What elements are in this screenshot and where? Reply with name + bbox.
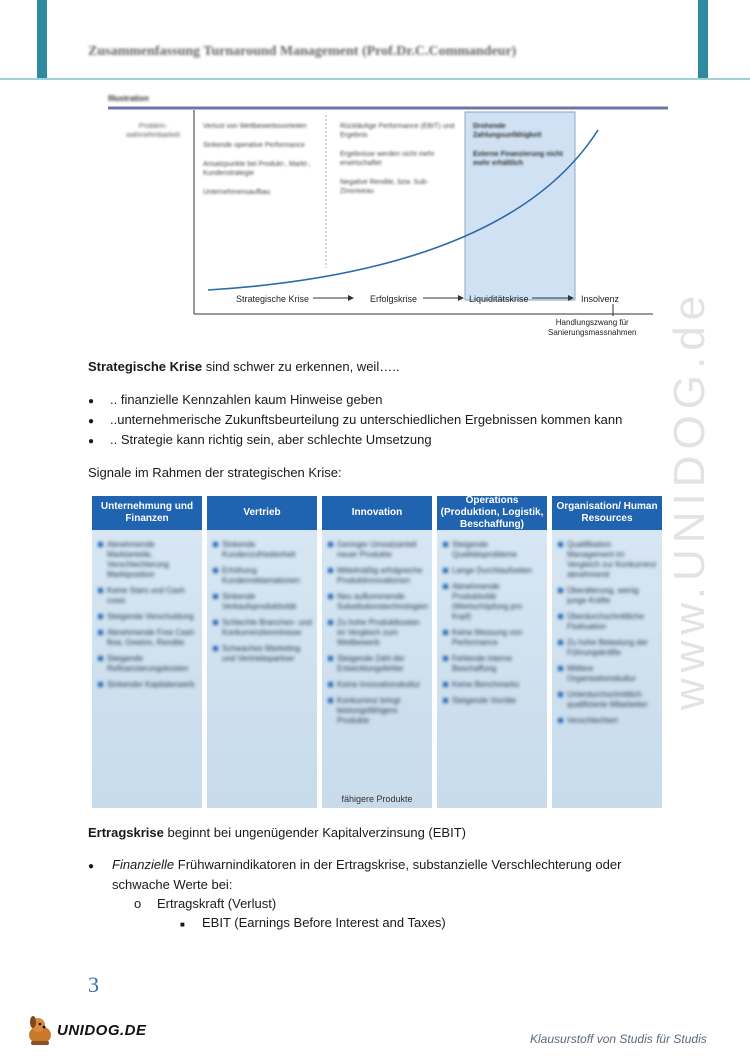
pressure-label-line2: Sanierungsmassnahmen: [548, 328, 637, 337]
column-item: Lange Durchlaufzeiten: [443, 566, 543, 576]
bullet-text: .. finanzielle Kennzahlen kaum Hinweise geben: [110, 392, 383, 407]
square-bullet-icon: [443, 630, 448, 635]
logo-text: UNIDOG.DE: [57, 1022, 147, 1039]
col1-item: Unternehmensaufbau: [203, 189, 271, 196]
crisis-diagram: [108, 90, 673, 350]
square-bullet-icon: [328, 594, 333, 599]
signals-column: [552, 496, 662, 808]
col1-item: Verlust von Wettbewerbsvorteilen: [203, 123, 307, 130]
square-bullet-icon: [443, 656, 448, 661]
column-item: Abnehmende Produktivität (Wertschöpfung pro Kopf): [443, 582, 543, 622]
column-header: Unternehmung und Finanzen: [92, 496, 202, 530]
col1-item: Ansatzpunkte bei Produkt-, Markt-, Kundenstrategie: [203, 161, 311, 177]
column-header: Operations (Produktion, Logistik, Beschaffung): [437, 496, 547, 530]
bullet-item: [88, 855, 622, 877]
header-title: Zusammenfassung Turnaround Management (Prof.Dr.C.Commandeur): [88, 44, 517, 59]
square-bullet-icon: [328, 682, 333, 687]
column-header: Vertrieb: [207, 496, 317, 530]
column-item: Zu hohe Belastung der Führungskräfte: [558, 638, 658, 658]
column-item: Steigende Qualitätsprobleme: [443, 540, 543, 560]
column-item: Sinkende Kundenzufriedenheit: [213, 540, 313, 560]
col2-item: Rückläufige Performance (EBIT) und Ergebnis: [340, 123, 455, 139]
signals-label: Signale im Rahmen der strategischen Krise:: [88, 465, 342, 480]
circle-bullet-icon: o: [134, 896, 142, 911]
square-bullet-icon: [558, 542, 563, 547]
column-item: Steigende Refinanzierungskosten: [98, 654, 198, 674]
column-items: [328, 540, 428, 732]
strategic-crisis-heading-rest: sind schwer zu erkennen, weil…..: [202, 359, 400, 374]
column-item: Qualifikation Management im Vergleich zur Konkurrenz abnehmend: [558, 540, 658, 580]
col3-item: Externe Finanzierung nicht mehr erhältlich: [473, 151, 563, 167]
square-bullet-icon: [443, 568, 448, 573]
bullet-italic: Finanzielle: [112, 857, 175, 872]
square-bullet-icon: [98, 588, 103, 593]
square-bullet-icon: [98, 614, 103, 619]
square-bullet-icon: [98, 682, 103, 687]
diagram-col1: [203, 122, 321, 197]
square-bullet-icon: [558, 692, 563, 697]
stage-success: Erfolgskrise: [370, 294, 418, 304]
column-item: Überalterung, wenig junge Kräfte: [558, 586, 658, 606]
square-bullet-icon: [213, 542, 218, 547]
column-item: Steigende Vorräte: [443, 696, 543, 706]
strategic-crisis-heading: [88, 357, 399, 377]
square-bullet-icon: [98, 656, 103, 661]
column-item: Verschlechtert: [558, 716, 658, 726]
square-bullet-icon: [213, 620, 218, 625]
column-item: Steigende Zahl der Entwicklungsfehler: [328, 654, 428, 674]
column-items: [558, 540, 658, 732]
column-item: Geringer Umsatzanteil neuer Produkte: [328, 540, 428, 560]
bullet-rest: Frühwarnindikatoren in der Ertragskrise, substanzielle Verschlechterung oder: [174, 857, 622, 872]
column-item: Mittlere Organisationskultur: [558, 664, 658, 684]
subsub-bullet-text: EBIT (Earnings Before Interest and Taxes): [202, 915, 446, 930]
column-item: Keine Benchmarks: [443, 680, 543, 690]
signals-column: [92, 496, 202, 808]
square-bullet-icon: [328, 542, 333, 547]
column-header: Innovation: [322, 496, 432, 530]
bullet-item: [88, 410, 623, 432]
stage-insolvency: Insolvenz: [581, 294, 620, 304]
bullet-icon: ●: [88, 416, 95, 427]
signals-column: [437, 496, 547, 808]
diagram-col3: [473, 122, 568, 168]
column-items: [98, 540, 198, 696]
column-header: Organisation/ Human Resources: [552, 496, 662, 530]
column-body: [437, 530, 547, 808]
square-bullet-icon: [328, 698, 333, 703]
column-item: Abnehmende Marktanteile, Verschlechterung Marktposition: [98, 540, 198, 580]
column-item: Sinkende Verkaufsproduktivität: [213, 592, 313, 612]
stage-arrowhead-2: [458, 295, 464, 301]
square-bullet-icon: [213, 594, 218, 599]
square-bullet-icon: [213, 568, 218, 573]
column-item: Abnehmende Free Cash flow, Gewinn, Rendite: [98, 628, 198, 648]
square-bullet-icon: [443, 698, 448, 703]
column-body: [552, 530, 662, 808]
bullet-text: .. Strategie kann richtig sein, aber schlechte Umsetzung: [110, 432, 432, 447]
square-bullet-icon: [443, 584, 448, 589]
bullet-icon: ●: [88, 861, 95, 872]
bullet-icon: ●: [88, 436, 95, 447]
col2-item: Negative Rendite, bzw. Sub-Zinsniveau: [340, 179, 429, 195]
square-bullet-icon: [558, 640, 563, 645]
column-item: Steigende Verschuldung: [98, 612, 198, 622]
column-item: Erhöhung Kundenreklamationen: [213, 566, 313, 586]
square-bullet-icon: [558, 614, 563, 619]
dog-mascot-icon: [25, 1013, 57, 1047]
square-bullet-icon: [558, 718, 563, 723]
bullet-text: [112, 855, 621, 875]
column-item: Schlechte Branchen- und Konkurrenzkenntnisse: [213, 618, 313, 638]
bullet-item: [88, 430, 432, 452]
signals-table: [92, 496, 662, 808]
unidog-logo: [25, 1013, 155, 1047]
square-bullet-icon: [558, 588, 563, 593]
square-bullet-icon: [328, 656, 333, 661]
square-bullet-icon: [328, 620, 333, 625]
header-accent-right: [698, 0, 708, 78]
square-bullet-icon: [328, 568, 333, 573]
square-bullet-icon: [98, 630, 103, 635]
sub-bullet-item: [134, 894, 277, 914]
ertragskrise-heading-bold: Ertragskrise: [88, 825, 164, 840]
col3-item: Drohende Zahlungsunfähigkeit: [473, 123, 542, 139]
col1-item: Sinkende operative Performance: [203, 142, 305, 149]
bullet-continuation: schwache Werte bei:: [112, 877, 233, 892]
subsub-bullet-item: [180, 913, 446, 935]
stage-arrowhead-1: [348, 295, 354, 301]
footer-tagline: Klausurstoff von Studis für Studis: [530, 1032, 707, 1046]
column-items: [443, 540, 543, 712]
column-body: [207, 530, 317, 808]
square-bullet-icon: [213, 646, 218, 651]
square-bullet-icon: [558, 666, 563, 671]
strategic-crisis-heading-bold: Strategische Krise: [88, 359, 203, 374]
signals-column: [207, 496, 317, 808]
column-item: Zu hohe Produktkosten im Vergleich zum Wettbewerb: [328, 618, 428, 648]
column-item: Keine Innovationskultur: [328, 680, 428, 690]
column-item: Keine Messung von Performance: [443, 628, 543, 648]
ertragskrise-heading: [88, 823, 466, 843]
pressure-label: [548, 318, 637, 338]
column-item: Mittelmäßig erfolgreiche Produktinnovationen: [328, 566, 428, 586]
stage-liquidity: Liquiditätskrise: [469, 294, 529, 304]
column-item: Überdurchschnittliche Fluktuation: [558, 612, 658, 632]
pressure-label-line1: Handlungszwang für: [555, 318, 629, 327]
column-item: Sinkender Kapitalerwerb: [98, 680, 198, 690]
column-item: Fehlende interne Beschaffung: [443, 654, 543, 674]
bullet-text: ..unternehmerische Zukunftsbeurteilung zu unterschiedlichen Ergebnissen kommen kann: [110, 412, 623, 427]
square-bullet-icon: ■: [180, 920, 185, 929]
diagram-col2: [340, 122, 458, 196]
column-item: Unterdurchschnittlich qualifizierte Mitarbeiter: [558, 690, 658, 710]
square-bullet-icon: [443, 682, 448, 687]
column-body: [322, 530, 432, 808]
column-item: Keine Stars und Cash cows: [98, 586, 198, 606]
column-bottom-note: fähigere Produkte: [341, 794, 413, 804]
diagram-left-label: Problem-wahrnehmbarkeit: [126, 123, 180, 139]
diagram-title: Illustration: [108, 94, 149, 103]
square-bullet-icon: [98, 542, 103, 547]
col2-item: Ergebnisse werden nicht mehr erwirtschaftet: [340, 151, 435, 167]
header-divider: [0, 78, 750, 80]
column-item: Konkurrenz bringt leistungsfähigere Produkte: [328, 696, 428, 726]
bullet-icon: ●: [88, 396, 95, 407]
column-body: [92, 530, 202, 808]
ertragskrise-heading-rest: beginnt bei ungenügender Kapitalverzinsung (EBIT): [163, 825, 466, 840]
column-item: Schwaches Marketing und Vertriebspartner: [213, 644, 313, 664]
column-items: [213, 540, 313, 670]
page-number: 3: [88, 972, 99, 997]
watermark-text: www.UNIDOG.de: [665, 289, 714, 711]
square-bullet-icon: [443, 542, 448, 547]
header-accent-left: [37, 0, 47, 78]
column-item: Neu aufkommende Substitutionstechnologien: [328, 592, 428, 612]
signals-column: [322, 496, 432, 808]
stage-strategic: Strategische Krise: [236, 294, 310, 304]
bullet-item: [88, 390, 383, 412]
sub-bullet-text: Ertragskraft (Verlust): [157, 896, 277, 911]
